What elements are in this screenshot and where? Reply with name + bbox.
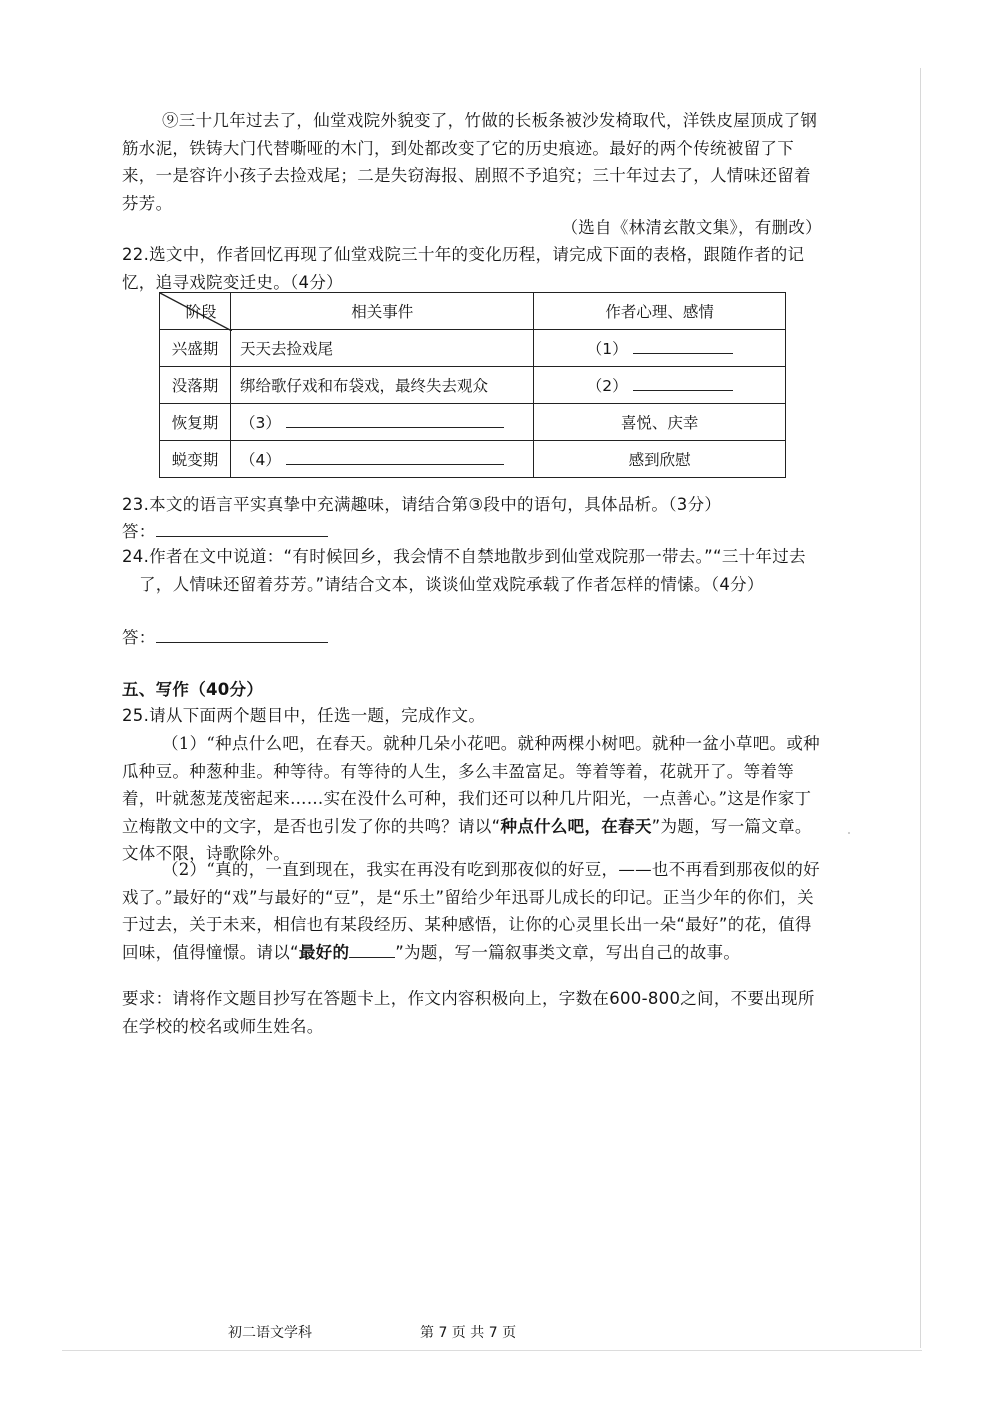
table-row — [160, 367, 786, 404]
question-25: 25.请从下面两个题目中，任选一题，完成作文。 — [122, 706, 486, 725]
prompt-1-quote: （1）“种点什么吧，在春天。就种几朵小花吧。就种两棵小树吧。就种一盆小草吧。或种瓜种豆。种葱种韭。种等待。有等待的人生，多么丰盈富足。等着等着，花就开了。等着等着，叶就葱茏茂密起来……实在没什么可种，我们还可以种几片阳光，一点善心。” — [122, 734, 820, 808]
answer-blank[interactable] — [286, 463, 504, 465]
stage-cell: 恢复期 — [160, 404, 231, 441]
requirement: 要求：请将作文题目抄写在答题卡上，作文内容积极向上，字数在600-800之间，不要出现所在学校的校名或师生姓名。 — [122, 989, 815, 1036]
prompt-1-text: 这是作家丁立梅散文中的文字，是否也引发了你的共鸣？请以“ — [122, 789, 812, 836]
feeling-cell — [534, 367, 786, 404]
question-23: 23.本文的语言平实真挚中充满趣味，请结合第③段中的语句，具体品析。（3分） — [122, 495, 722, 514]
answer-blank[interactable] — [156, 535, 328, 537]
question-24: 24.作者在文中说道：“有时候回乡，我会情不自禁地散步到仙堂戏院那一带去。”“三十年过去了，人情味还留着芬芳。”请结合文本，谈谈仙堂戏院承载了作者怎样的情愫。（4分） — [122, 547, 806, 594]
event-cell: 绑给歌仔戏和布袋戏，最终失去观众 — [231, 367, 534, 404]
prompt-2 — [122, 856, 826, 966]
paragraph-9: ⑨三十几年过去了，仙堂戏院外貌变了，竹做的长板条被沙发椅取代，洋铁皮屋顶成了钢筋水泥，铁铸大门代替嘶哑的木门，到处都改变了它的历史痕迹。最好的两个传统被留了下来，一是容许小孩子去捡戏尾；二是失窃海报、剧照不予追究；三十年过去了，人情味还留着芬芳。 — [122, 111, 818, 213]
prompt-2-title: 最好的 — [298, 942, 350, 962]
event-number: （4） — [240, 451, 281, 469]
event-cell — [231, 441, 534, 478]
event-number: （3） — [240, 414, 281, 432]
prompt-1-title: 种点什么吧，在春天 — [500, 816, 652, 836]
table-row — [160, 404, 786, 441]
answer-blank[interactable] — [156, 641, 328, 643]
stage-cell: 蜕变期 — [160, 441, 231, 478]
footer-page-number: 第 7 页 共 7 页 — [420, 1325, 517, 1341]
event-cell: 天天去捡戏尾 — [231, 330, 534, 367]
source-note: （选自《林清玄散文集》，有删改） — [561, 218, 822, 237]
answer-line-23 — [122, 518, 822, 546]
table-row — [160, 330, 786, 367]
event-cell — [231, 404, 534, 441]
stage-cell: 兴盛期 — [160, 330, 231, 367]
prompt-2-text-end: ”为题，写一篇叙事类文章，写出自己的故事。 — [395, 942, 741, 962]
page-bottom-line — [62, 1350, 922, 1351]
table-header-stage — [160, 293, 231, 330]
table-header-row — [160, 293, 786, 330]
table-header-feeling: 作者心理、感情 — [534, 293, 786, 330]
answer-blank[interactable] — [633, 352, 733, 354]
feeling-cell — [534, 330, 786, 367]
stage-cell: 没落期 — [160, 367, 231, 404]
footer-subject: 初二语文学科 — [228, 1325, 312, 1341]
prompt-2-text: 最好的“戏”与最好的“豆”，是“乐土”留给少年迅哥儿成长的印记。正当少年的你们，关于过去，关于未来，相信也有某段经历、某种感悟，让你的心灵里长出一朵“最好”的花，值得回味，值得憧憬。请以“ — [122, 887, 814, 962]
feeling-number: （1） — [586, 340, 628, 358]
question-22: 22.选文中，作者回忆再现了仙堂戏院三十年的变化历程，请完成下面的表格，跟随作者的记忆，追寻戏院变迁史。（4分） — [122, 245, 805, 292]
header-stage-label: 阶段 — [185, 303, 217, 321]
table-header-event: 相关事件 — [231, 293, 534, 330]
page-edge-line — [920, 68, 921, 1348]
prompt-2-quote: （2）“真的，一直到现在，我实在再没有吃到那夜似的好豆，——也不再看到那夜似的好戏了。” — [122, 860, 820, 907]
answer-line-24 — [122, 624, 822, 652]
answer-blank[interactable] — [633, 389, 733, 391]
title-blank[interactable] — [349, 956, 395, 958]
prompt-1 — [122, 730, 826, 868]
answer-blank[interactable] — [286, 426, 504, 428]
feeling-cell: 喜悦、庆幸 — [534, 404, 786, 441]
table-row — [160, 441, 786, 478]
feeling-number: （2） — [586, 377, 628, 395]
prompt-1-text-end: ”为题，写一篇文章。文体不限，诗歌除外。 — [122, 816, 812, 863]
section-5-heading: 五、写作（40分） — [122, 680, 264, 699]
history-table — [159, 292, 786, 478]
answer-label: 答： — [122, 522, 156, 541]
feeling-cell: 感到欣慰 — [534, 441, 786, 478]
answer-label: 答： — [122, 628, 156, 647]
scan-speck — [848, 832, 850, 834]
